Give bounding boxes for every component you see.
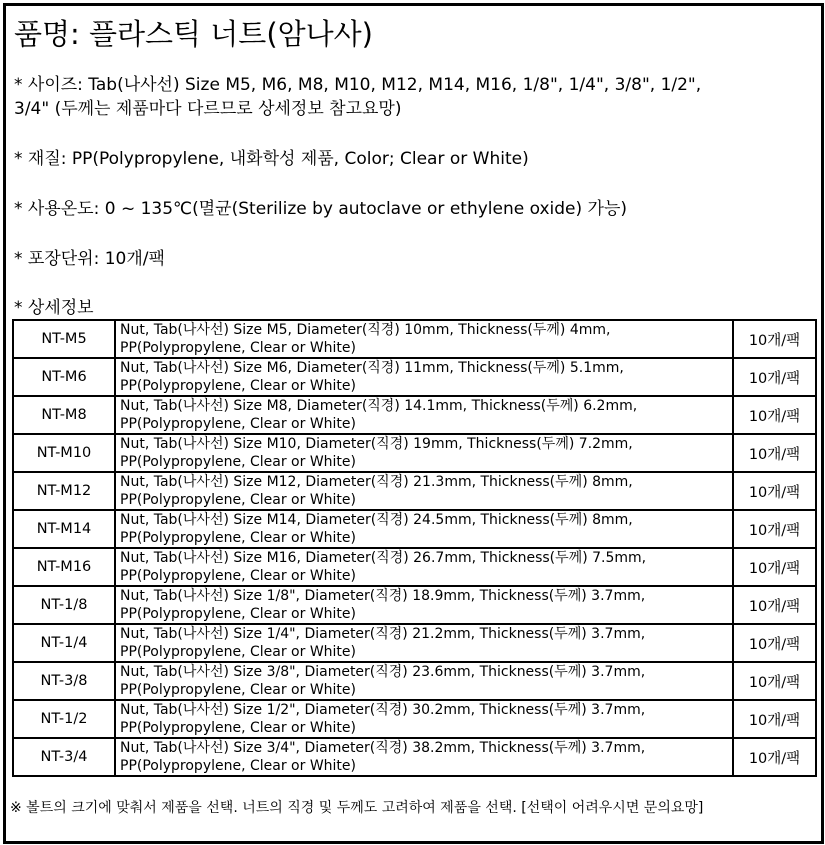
description-line2: PP(Polypropylene, Clear or White) <box>120 530 356 546</box>
table-row <box>13 586 816 624</box>
product-code: NT-M14 <box>13 510 115 548</box>
product-description <box>115 472 733 510</box>
product-description <box>115 320 733 358</box>
selection-note: ※ 볼트의 크기에 맞춰서 제품을 선택. 너트의 직경 및 두께도 고려하여 제품을 선택. [선택이 어려우시면 문의요망] <box>10 800 704 816</box>
pack-unit: 10개/팩 <box>733 396 816 434</box>
product-title: 품명: 플라스틱 너트(암나사) <box>14 17 373 51</box>
description-line2: PP(Polypropylene, Clear or White) <box>120 492 356 508</box>
product-code: NT-3/4 <box>13 738 115 776</box>
description-line1: Nut, Tab(나사선) Size M12, Diameter(직경) 21.3mm, Thickness(두께) 8mm, <box>120 474 633 490</box>
detail-heading: * 상세정보 <box>14 298 94 318</box>
pack-unit: 10개/팩 <box>733 472 816 510</box>
packaging-info: * 포장단위: 10개/팩 <box>14 249 165 269</box>
table-row <box>13 738 816 776</box>
description-line1: Nut, Tab(나사선) Size 3/4", Diameter(직경) 38.2mm, Thickness(두께) 3.7mm, <box>120 740 646 756</box>
pack-unit: 10개/팩 <box>733 434 816 472</box>
product-description <box>115 548 733 586</box>
description-line1: Nut, Tab(나사선) Size 3/8", Diameter(직경) 23.6mm, Thickness(두께) 3.7mm, <box>120 664 646 680</box>
product-code: NT-1/8 <box>13 586 115 624</box>
product-description <box>115 624 733 662</box>
table-row <box>13 434 816 472</box>
table-row <box>13 358 816 396</box>
description-line2: PP(Polypropylene, Clear or White) <box>120 568 356 584</box>
table-row <box>13 396 816 434</box>
product-description <box>115 396 733 434</box>
pack-unit: 10개/팩 <box>733 700 816 738</box>
temperature-info: * 사용온도: 0 ~ 135℃(멸균(Sterilize by autoclave or ethylene oxide) 가능) <box>14 199 628 219</box>
pack-unit: 10개/팩 <box>733 662 816 700</box>
table-row <box>13 662 816 700</box>
product-code: NT-M16 <box>13 548 115 586</box>
product-description <box>115 510 733 548</box>
product-description <box>115 738 733 776</box>
product-code: NT-M5 <box>13 320 115 358</box>
product-description <box>115 434 733 472</box>
table-row <box>13 510 816 548</box>
product-description <box>115 586 733 624</box>
description-line1: Nut, Tab(나사선) Size 1/2", Diameter(직경) 30.2mm, Thickness(두께) 3.7mm, <box>120 702 646 718</box>
description-line1: Nut, Tab(나사선) Size M8, Diameter(직경) 14.1mm, Thickness(두께) 6.2mm, <box>120 398 638 414</box>
material-info: * 재질: PP(Polypropylene, 내화학성 제품, Color; Clear or White) <box>14 149 529 169</box>
description-line2: PP(Polypropylene, Clear or White) <box>120 340 356 356</box>
description-line2: PP(Polypropylene, Clear or White) <box>120 758 356 774</box>
product-code: NT-M12 <box>13 472 115 510</box>
pack-unit: 10개/팩 <box>733 358 816 396</box>
pack-unit: 10개/팩 <box>733 624 816 662</box>
description-line1: Nut, Tab(나사선) Size M16, Diameter(직경) 26.7mm, Thickness(두께) 7.5mm, <box>120 550 647 566</box>
spec-table <box>12 319 817 777</box>
product-description <box>115 662 733 700</box>
pack-unit: 10개/팩 <box>733 548 816 586</box>
table-row <box>13 624 816 662</box>
description-line1: Nut, Tab(나사선) Size M5, Diameter(직경) 10mm, Thickness(두께) 4mm, <box>120 322 611 338</box>
product-code: NT-1/2 <box>13 700 115 738</box>
product-description <box>115 700 733 738</box>
description-line2: PP(Polypropylene, Clear or White) <box>120 682 356 698</box>
description-line1: Nut, Tab(나사선) Size M10, Diameter(직경) 19mm, Thickness(두께) 7.2mm, <box>120 436 633 452</box>
table-row <box>13 320 816 358</box>
description-line1: Nut, Tab(나사선) Size 1/8", Diameter(직경) 18.9mm, Thickness(두께) 3.7mm, <box>120 588 646 604</box>
pack-unit: 10개/팩 <box>733 320 816 358</box>
product-code: NT-1/4 <box>13 624 115 662</box>
pack-unit: 10개/팩 <box>733 738 816 776</box>
pack-unit: 10개/팩 <box>733 510 816 548</box>
product-code: NT-M10 <box>13 434 115 472</box>
table-row <box>13 700 816 738</box>
product-description <box>115 358 733 396</box>
description-line2: PP(Polypropylene, Clear or White) <box>120 644 356 660</box>
product-code: NT-3/8 <box>13 662 115 700</box>
description-line2: PP(Polypropylene, Clear or White) <box>120 720 356 736</box>
description-line1: Nut, Tab(나사선) Size M14, Diameter(직경) 24.5mm, Thickness(두께) 8mm, <box>120 512 633 528</box>
description-line1: Nut, Tab(나사선) Size 1/4", Diameter(직경) 21.2mm, Thickness(두께) 3.7mm, <box>120 626 646 642</box>
pack-unit: 10개/팩 <box>733 586 816 624</box>
description-line1: Nut, Tab(나사선) Size M6, Diameter(직경) 11mm, Thickness(두께) 5.1mm, <box>120 360 624 376</box>
product-sheet <box>3 3 824 844</box>
description-line2: PP(Polypropylene, Clear or White) <box>120 378 356 394</box>
table-row <box>13 548 816 586</box>
product-code: NT-M8 <box>13 396 115 434</box>
description-line2: PP(Polypropylene, Clear or White) <box>120 454 356 470</box>
product-code: NT-M6 <box>13 358 115 396</box>
description-line2: PP(Polypropylene, Clear or White) <box>120 416 356 432</box>
size-info-line1: * 사이즈: Tab(나사선) Size M5, M6, M8, M10, M12, M14, M16, 1/8", 1/4", 3/8", 1/2", <box>14 75 702 95</box>
size-info-line2: 3/4" (두께는 제품마다 다르므로 상세정보 참고요망) <box>14 99 402 119</box>
table-row <box>13 472 816 510</box>
description-line2: PP(Polypropylene, Clear or White) <box>120 606 356 622</box>
